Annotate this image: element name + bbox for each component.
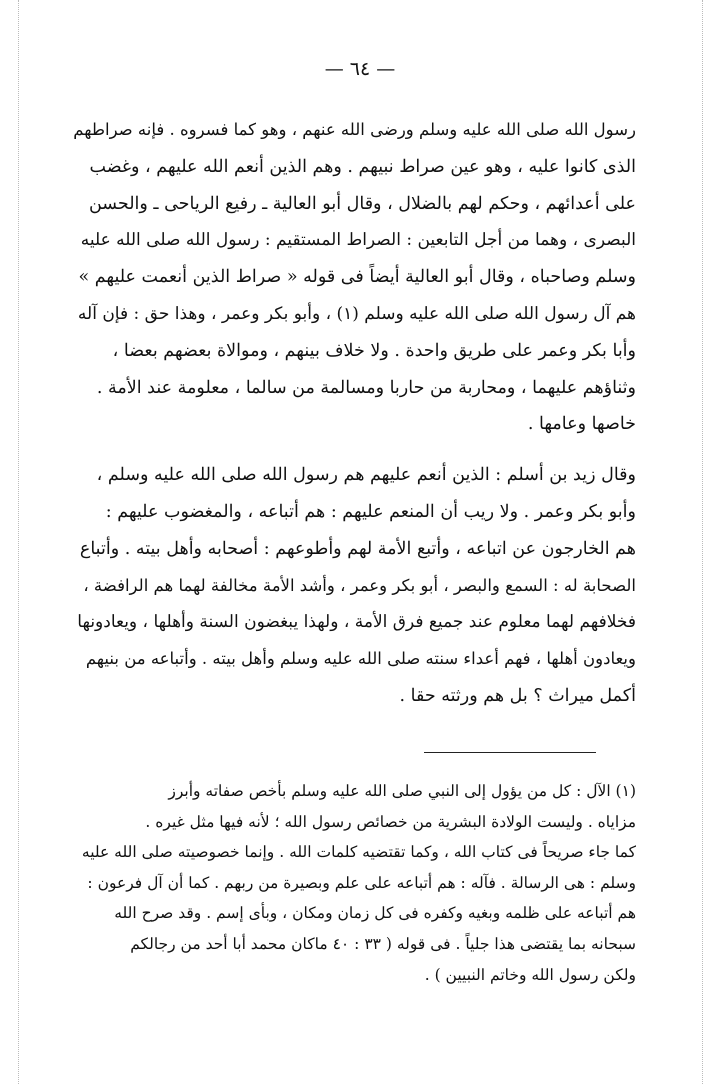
- text-line: فخلافهم لهما معلوم عند جميع فرق الأمة ، ولهذا يبغضون السنة وأهلها ، ويعادونها: [77, 612, 636, 633]
- text-line: خاصها وعامها .: [527, 414, 636, 435]
- main-text: [74, 112, 636, 715]
- text-line: على أعدائهم ، وحكم لهم بالضلال ، وقال أبو العالية ـ رفيع الرياحى ـ والحسن: [88, 193, 636, 214]
- paragraph-2: [74, 457, 636, 715]
- text-line: هم آل رسول الله صلى الله عليه وسلم (١) ، وأبو بكر وعمر ، وهذا حق : فإن آله: [77, 303, 636, 324]
- text-line: رسول الله صلى الله عليه وسلم ورضى الله عنهم ، وهو كما فسروه . فإنه صراطهم: [73, 120, 636, 139]
- text-line: وقال زيد بن أسلم : الذين أنعم عليهم هم رسول الله صلى الله عليه وسلم ،: [96, 465, 636, 486]
- footnote-line: وسلم : هى الرسالة . فآله : هم أتباعه على علم وبصيرة من ربهم . كما أن آل فرعون :: [87, 873, 636, 892]
- text-line: وثناؤهم عليهما ، ومحاربة من حاربا ومسالمة من سالما ، معلومة عند الأمة .: [96, 377, 636, 398]
- text-line: هم الخارجون عن اتباعه ، وأتبع الأمة لهم وأطوعهم : أصحابه وأهل بيته . وأتباع: [79, 538, 636, 559]
- text-line: البصرى ، وهما من أجل التابعين : الصراط المستقيم : رسول الله صلى الله عليه: [80, 230, 636, 251]
- footnote-line: مزاياه . وليست الولادة البشرية من خصائص رسول الله ؛ لأنه فيها مثل غيره .: [145, 812, 636, 831]
- text-line: وسلم وصاحباه ، وقال أبو العالية أيضاً فى قوله « صراط الذين أنعمت عليهم »: [78, 267, 636, 288]
- footnote-line: كما جاء صريحاً فى كتاب الله ، وكما تقتضيه كلمات الله . وإنما خصوصيته صلى الله عليه: [81, 843, 636, 862]
- right-page-edge: [702, 0, 703, 1084]
- footnote-separator: [424, 752, 596, 753]
- footnote: [74, 776, 636, 990]
- text-line: أكمل ميراث ؟ بل هم ورثته حقا .: [399, 685, 636, 706]
- text-line: الذى كانوا عليه ، وهو عين صراط نبيهم . وهم الذين أنعم الله عليهم ، وغضب: [89, 156, 636, 177]
- page-number: — ٦٤ —: [324, 58, 396, 80]
- footnote-line: ولكن رسول الله وخاتم النبيين ) .: [424, 965, 636, 984]
- paragraph-1: [74, 112, 636, 443]
- footnote-line: سبحانه بما يقتضى هذا جلياً . فى قوله ( ٣٣ : ٤٠ ماكان محمد أبا أحد من رجالكم: [130, 934, 636, 953]
- text-line: وأبو بكر وعمر . ولا ريب أن المنعم عليهم : هم أتباعه ، والمغضوب عليهم :: [105, 501, 636, 522]
- text-line: ويعادون أهلها ، فهم أعداء سنته صلى الله عليه وسلم وأهل بيته . وأتباعه من بنيهم: [85, 649, 636, 669]
- text-line: وأبا بكر وعمر على طريق واحدة . ولا خلاف بينهم ، وموالاة بعضهم بعضا ،: [112, 340, 636, 361]
- text-line: الصحابة له : السمع والبصر ، أبو بكر وعمر ، وأشد الأمة مخالفة لهما هم الرافضة ،: [83, 575, 636, 595]
- footnote-line: (١) الآل : كل من يؤول إلى النبي صلى الله عليه وسلم بأخص صفاته وأبرز: [168, 782, 636, 800]
- left-page-edge: [18, 0, 19, 1084]
- footnote-line: هم أتباعه على ظلمه وبغيه وكفره فى كل زمان ومكان ، وبأى إسم . وقد صرح الله: [114, 904, 636, 923]
- paragraph-gap: [74, 443, 636, 457]
